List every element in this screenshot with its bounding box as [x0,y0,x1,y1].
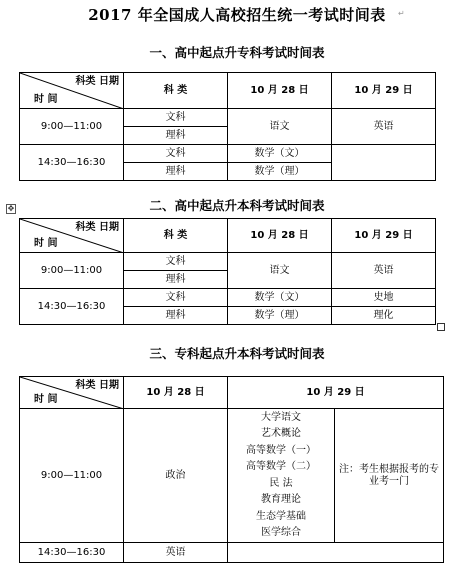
list-item: 生态学基础 [256,510,306,522]
header-kelei: 科 类 [124,73,228,109]
exam-cell-empty [228,543,444,563]
subject-list [228,410,334,542]
header-oct29: 10 月 29 日 [332,219,436,253]
list-item: 医学综合 [261,527,301,538]
section2-title: 二、高中起点升本科考试时间表 [149,198,325,213]
exam-cell: 数学（文） [228,289,332,307]
list-item: 教育理论 [261,494,301,505]
time-cell: 9:00—11:00 [20,409,124,543]
header-oct28: 10 月 28 日 [228,219,332,253]
exam-cell: 数学（理） [228,163,332,181]
page-title: 2017 年全国成人高校招生统一考试时间表 [88,6,386,24]
diagonal-header-cell: 科类 日期 时 间 [20,219,124,253]
header-oct28: 10 月 28 日 [124,377,228,409]
exam-cell: 语文 [228,253,332,289]
exam-cell: 英语 [124,543,228,563]
move-table-icon[interactable]: ✥ [7,204,15,213]
list-item: 艺术概论 [261,428,301,439]
list-item: 大学语文 [261,411,301,423]
header-oct29: 10 月 29 日 [332,73,436,109]
time-cell: 14:30—16:30 [20,289,124,325]
subject-li: 理科 [124,163,228,181]
time-cell: 14:30—16:30 [20,145,124,181]
subject-li: 理科 [124,271,228,289]
header-oct28: 10 月 28 日 [228,73,332,109]
exam-cell: 数学（文） [228,145,332,163]
diagonal-header-cell: 科类 日期 时 间 [20,377,124,409]
subject-wen: 文科 [124,109,228,127]
exam-cell: 数学（理） [228,307,332,325]
list-item: 高等数学（一） [246,444,316,456]
paragraph-mark-icon: ↵ [398,9,405,18]
exam-cell-empty [332,145,436,181]
header-kelei: 科 类 [124,219,228,253]
section1-table [19,72,436,181]
header-oct29: 10 月 29 日 [228,377,444,409]
subject-list-cell [228,409,335,543]
exam-cell: 理化 [332,307,436,325]
exam-cell: 史地 [332,289,436,307]
section3-table [19,376,444,563]
subject-li: 理科 [124,307,228,325]
subject-wen: 文科 [124,289,228,307]
note-cell: 注：考生根据报考的专业考一门 [335,409,444,543]
subject-wen: 文科 [124,145,228,163]
time-cell: 9:00—11:00 [20,109,124,145]
section2-table [19,218,436,325]
time-cell: 14:30—16:30 [20,543,124,563]
diagonal-header-cell: 科类 日期 时 间 [20,73,124,109]
exam-cell: 语文 [228,109,332,145]
subject-wen: 文科 [124,253,228,271]
list-item: 民 法 [269,477,293,489]
exam-cell: 英语 [332,253,436,289]
time-cell: 9:00—11:00 [20,253,124,289]
subject-li: 理科 [124,127,228,145]
table-resize-handle[interactable] [437,323,445,331]
exam-cell: 政治 [124,409,228,543]
section3-title: 三、专科起点升本科考试时间表 [149,346,325,361]
section1-title: 一、高中起点升专科考试时间表 [149,45,325,60]
exam-cell: 英语 [332,109,436,145]
list-item: 高等数学（二） [246,461,316,472]
